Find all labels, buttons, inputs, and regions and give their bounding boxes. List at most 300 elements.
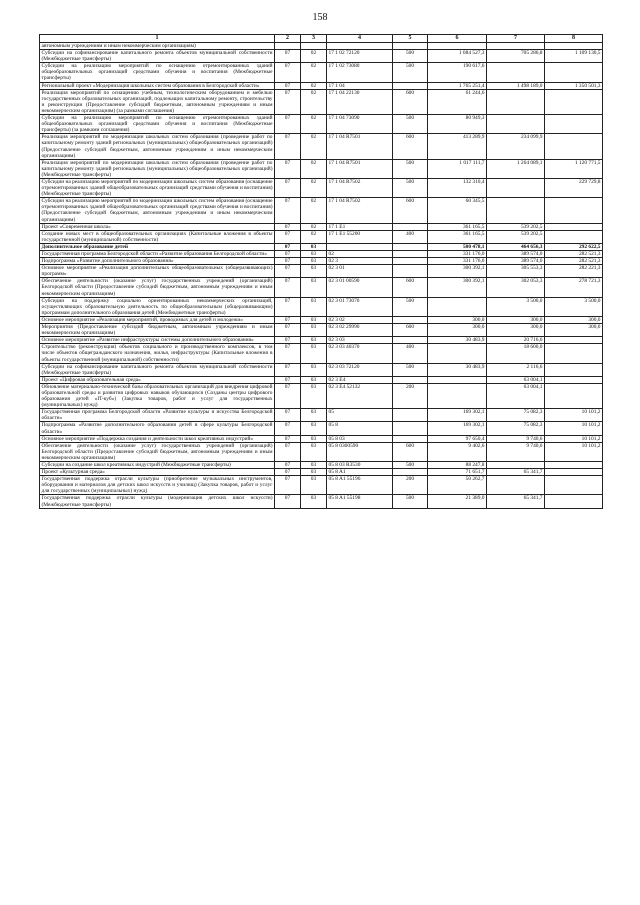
section-code-cell: 07: [275, 495, 301, 508]
expense-type-cell: 600: [393, 278, 428, 297]
amount-2026-cell: 278 721,3: [545, 278, 603, 297]
expense-type-cell: 600: [393, 89, 428, 114]
table-row: [40, 442, 603, 461]
table-row: [40, 297, 603, 316]
column-header: 6: [428, 35, 487, 43]
amount-2024-cell: 30 483,9: [428, 363, 487, 376]
amount-2025-cell: 65 341,7: [487, 495, 545, 508]
amount-2024-cell: [428, 383, 487, 408]
target-article-cell: 02 3 03 72120: [327, 363, 393, 376]
amount-2026-cell: [545, 337, 603, 344]
row-name-cell: Мероприятия (Предоставление субсидий бюджетным, автономным учреждениям и иным некоммерческим организациям): [41, 324, 273, 337]
section-code-cell: 07: [275, 363, 301, 376]
row-name-cell: Субсидии на софинансирование капитального ремонта объектов муниципальной собственности (Межбюджетные трансферты): [41, 363, 273, 376]
subsection-code-cell: 03: [301, 265, 327, 278]
target-article-cell: 05: [327, 409, 393, 422]
subsection-code-cell: 03: [301, 435, 327, 442]
section-code-cell: 07: [275, 251, 301, 258]
table-row: [40, 495, 603, 508]
target-article-cell: 05 8 03: [327, 435, 393, 442]
row-name-cell: Реализация мероприятий по оснащению учебным, технологическим оборудованием и мебелью государственных образовательных организаций, подлежащих капитальному ремонту, строительству и реконструкции (Предоставление субсидий бюджетным, автономным учреждениям и иным некоммерческим организациям) (за рамками соглашения): [41, 89, 273, 114]
target-article-cell: 05 8 0300590: [327, 442, 393, 461]
amount-2025-cell: 705 286,8: [487, 50, 545, 63]
amount-2024-cell: 300 392,1: [428, 278, 487, 297]
table-row: [40, 134, 603, 159]
section-code-cell: 07: [275, 134, 301, 159]
section-code-cell: 07: [275, 89, 301, 114]
row-name-cell: Субсидии на создание школ креативных индустрий (Межбюджетные трансферты): [40, 462, 275, 469]
amount-2025-cell: 2 116,6: [487, 363, 545, 376]
amount-2024-cell: 300,0: [428, 324, 487, 337]
subsection-code-cell: 02: [301, 82, 327, 89]
amount-2026-cell: 3 500,0: [545, 297, 603, 316]
target-article-cell: 17 1 04 73090: [327, 115, 393, 134]
amount-2025-cell: 300,0: [487, 324, 545, 337]
column-header: 1: [40, 35, 275, 43]
amount-2024-cell: 300 392,1: [428, 265, 487, 278]
subsection-code-cell: 02: [301, 63, 327, 82]
expense-type-cell: 400: [393, 230, 428, 243]
row-name-cell: Субсидии на реализацию мероприятий по оснащению отремонтированных зданий общеобразовательных организаций средствами обучения и воспитания (Межбюджетные трансферты): [41, 63, 273, 82]
subsection-code-cell: 03: [301, 442, 327, 461]
amount-2024-cell: 60 345,5: [428, 198, 487, 223]
target-article-cell: 02 3 E4: [327, 376, 393, 383]
subsection-code-cell: 03: [301, 462, 327, 469]
section-code-cell: 07: [275, 383, 301, 408]
section-code-cell: 07: [275, 409, 301, 422]
expense-type-cell: [393, 43, 428, 50]
amount-2024-cell: 169 302,1: [428, 422, 487, 435]
amount-2024-cell: 21 389,0: [428, 495, 487, 508]
subsection-code-cell: 03: [301, 316, 327, 323]
section-code-cell: 07: [275, 337, 301, 344]
amount-2025-cell: 63 004,1: [487, 383, 545, 408]
amount-2024-cell: 1 017 111,7: [428, 159, 487, 178]
amount-2025-cell: 1 264 089,1: [487, 159, 545, 178]
amount-2025-cell: 464 656,3: [487, 243, 545, 250]
section-code-cell: 07: [275, 198, 301, 223]
expense-type-cell: [393, 316, 428, 323]
table-row: [40, 476, 603, 495]
target-article-cell: [327, 43, 393, 50]
section-code-cell: [275, 43, 301, 50]
amount-2024-cell: [428, 344, 487, 363]
subsection-code-cell: 03: [301, 376, 327, 383]
subsection-code-cell: 03: [301, 297, 327, 316]
subsection-code-cell: 02: [301, 178, 327, 197]
amount-2025-cell: [487, 115, 545, 134]
section-code-cell: 07: [275, 422, 301, 435]
subsection-code-cell: 03: [301, 251, 327, 258]
amount-2026-cell: [545, 469, 603, 476]
amount-2024-cell: 361 165,5: [428, 230, 487, 243]
amount-2025-cell: [487, 476, 545, 495]
amount-2026-cell: 292 622,5: [545, 243, 603, 250]
subsection-code-cell: 03: [301, 363, 327, 376]
amount-2025-cell: [487, 63, 545, 82]
expense-type-cell: [393, 376, 428, 383]
subsection-code-cell: 03: [301, 278, 327, 297]
amount-2026-cell: [545, 376, 603, 383]
amount-2026-cell: [545, 223, 603, 230]
amount-2026-cell: [545, 43, 603, 50]
section-code-cell: 07: [275, 469, 301, 476]
row-name-cell: Подпрограмма «Развитие дополнительного образования»: [40, 258, 275, 265]
target-article-cell: 02 3 01: [327, 265, 393, 278]
amount-2025-cell: 75 082,3: [487, 422, 545, 435]
row-name-cell: Государственная поддержка отрасли культуры (приобретение музыкальных инструментов, оборудования и материалов для детских школ искусств и училищ) (Закупка товаров, работ и услуг для государственных (муниципальных) нужд): [41, 476, 273, 495]
table-row: [40, 422, 603, 435]
row-name-cell: Основное мероприятие «Поддержка создания и деятельности школ креативных индустрий»: [40, 435, 275, 442]
amount-2024-cell: 190 617,6: [428, 63, 487, 82]
amount-2025-cell: 75 082,3: [487, 409, 545, 422]
section-code-cell: 07: [275, 476, 301, 495]
table-row: [40, 159, 603, 178]
subsection-code-cell: 02: [301, 159, 327, 178]
expense-type-cell: [393, 258, 428, 265]
section-code-cell: 07: [275, 376, 301, 383]
row-name-cell: Реализация мероприятий по модернизации школьных систем образования (проведение работ по капитальному ремонту зданий региональных (муниципальных) общеобразовательных организаций) (Межбюджетные трансферты): [41, 159, 273, 178]
table-row: [40, 43, 603, 50]
section-code-cell: 07: [275, 243, 301, 250]
amount-2024-cell: [428, 376, 487, 383]
amount-2026-cell: [545, 89, 603, 114]
target-article-cell: 05 8 A1 55196: [327, 476, 393, 495]
section-code-cell: 07: [275, 316, 301, 323]
target-article-cell: 02 3 02 29990: [327, 324, 393, 337]
expense-type-cell: [393, 223, 428, 230]
table-row: [40, 278, 603, 297]
expense-type-cell: 600: [393, 134, 428, 159]
amount-2025-cell: [487, 89, 545, 114]
expense-type-cell: 500: [393, 63, 428, 82]
section-code-cell: 07: [275, 462, 301, 469]
amount-2025-cell: 20 716,6: [487, 337, 545, 344]
amount-2024-cell: 30 483,9: [428, 337, 487, 344]
amount-2024-cell: [428, 43, 487, 50]
expense-type-cell: [393, 435, 428, 442]
section-code-cell: 07: [275, 115, 301, 134]
subsection-code-cell: 02: [301, 50, 327, 63]
expense-type-cell: 500: [393, 115, 428, 134]
amount-2025-cell: 3 500,0: [487, 297, 545, 316]
section-code-cell: 07: [275, 178, 301, 197]
amount-2024-cell: 97 650,4: [428, 435, 487, 442]
amount-2024-cell: 88 247,8: [428, 462, 487, 469]
amount-2024-cell: 300,0: [428, 316, 487, 323]
table-row: [40, 223, 603, 230]
target-article-cell: 02 3: [327, 258, 393, 265]
section-code-cell: 07: [275, 50, 301, 63]
subsection-code-cell: 02: [301, 198, 327, 223]
amount-2025-cell: 63 004,1: [487, 376, 545, 383]
target-article-cell: 17 1 04 R7501: [327, 134, 393, 159]
target-article-cell: 17 1 E1 55200: [327, 230, 393, 243]
column-header: 2: [275, 35, 301, 43]
row-name-cell: Субсидии на реализацию мероприятий по оснащению отремонтированных зданий общеобразовательных организаций средствами обучения и воспитания (Межбюджетные трансферты) (за рамками соглашения): [41, 115, 273, 134]
section-code-cell: 07: [275, 344, 301, 363]
budget-table: [39, 34, 603, 509]
table-row: [40, 337, 603, 344]
table-row: [40, 324, 603, 337]
row-name-cell: Государственная поддержка отрасли культуры (модернизация детских школ искусств) (Межбюджетные трансферты): [41, 495, 273, 508]
subsection-code-cell: 03: [301, 258, 327, 265]
row-name-cell: Проект «Цифровая образовательная среда»: [40, 376, 275, 383]
header-row: [40, 35, 603, 43]
row-name-cell: Региональный проект «Модернизация школьных систем образования в Белгородской области»: [40, 82, 275, 89]
column-header: 8: [545, 35, 603, 43]
table-row: [40, 383, 603, 408]
amount-2024-cell: 71 651,7: [428, 469, 487, 476]
target-article-cell: 02 3 E4 52132: [327, 383, 393, 408]
amount-2025-cell: 389 574,0: [487, 258, 545, 265]
amount-2025-cell: [487, 198, 545, 223]
target-article-cell: 05 8: [327, 422, 393, 435]
expense-type-cell: 600: [393, 324, 428, 337]
section-code-cell: 07: [275, 442, 301, 461]
section-code-cell: 07: [275, 258, 301, 265]
section-code-cell: 07: [275, 230, 301, 243]
amount-2025-cell: 305 553,3: [487, 265, 545, 278]
target-article-cell: 02: [327, 251, 393, 258]
section-code-cell: 07: [275, 324, 301, 337]
amount-2026-cell: [545, 476, 603, 495]
subsection-code-cell: 03: [301, 469, 327, 476]
amount-2026-cell: 282 221,3: [545, 265, 603, 278]
amount-2024-cell: 50 262,7: [428, 476, 487, 495]
table-row: [40, 251, 603, 258]
table-row: [40, 265, 603, 278]
amount-2026-cell: [545, 462, 603, 469]
amount-2026-cell: [545, 115, 603, 134]
expense-type-cell: [393, 251, 428, 258]
target-article-cell: 05 8 A1 55198: [327, 495, 393, 508]
row-name-cell: Государственная программа Белгородской области «Развитие образования Белгородской области»: [40, 251, 275, 258]
target-article-cell: 02 3 01 73070: [327, 297, 393, 316]
subsection-code-cell: 03: [301, 495, 327, 508]
expense-type-cell: [393, 82, 428, 89]
row-name-cell: Субсидии на поддержку социально ориентированных некоммерческих организаций, осуществляющих образовательную деятельность по общеобразовательным (общеразвивающим) программам дополнительного образования детей (Межбюджетные трансферты): [41, 297, 273, 316]
amount-2024-cell: 1 765 251,4: [428, 82, 487, 89]
table-row: [40, 344, 603, 363]
target-article-cell: 02 3 03 40370: [327, 344, 393, 363]
row-name-cell: Основное мероприятие «Реализация мероприятий, проводимых для детей и молодежи»: [40, 316, 275, 323]
table-row: [40, 178, 603, 197]
amount-2026-cell: [545, 198, 603, 223]
table-row: [40, 243, 603, 250]
table-row: [40, 89, 603, 114]
subsection-code-cell: 02: [301, 134, 327, 159]
subsection-code-cell: 02: [301, 115, 327, 134]
amount-2025-cell: [487, 43, 545, 50]
expense-type-cell: [393, 337, 428, 344]
row-name-cell: Обеспечение деятельности (оказание услуг) государственных учреждений (организаций) Белгородской области (Предоставление субсидий бюджетным, автономным учреждениям и иным некоммерческим организациям): [41, 442, 273, 461]
expense-type-cell: [393, 265, 428, 278]
row-name-cell: Подпрограмма «Развитие дополнительного образования детей в сфере культуры Белгородской области»: [41, 422, 273, 435]
expense-type-cell: 500: [393, 50, 428, 63]
amount-2025-cell: [487, 462, 545, 469]
amount-2024-cell: 413 289,9: [428, 134, 487, 159]
expense-type-cell: [393, 409, 428, 422]
target-article-cell: 17 1 02 72120: [327, 50, 393, 63]
amount-2025-cell: 234 099,9: [487, 134, 545, 159]
expense-type-cell: 500: [393, 297, 428, 316]
row-name-cell: Дополнительное образование детей: [40, 243, 275, 250]
subsection-code-cell: 03: [301, 243, 327, 250]
amount-2024-cell: 80 949,3: [428, 115, 487, 134]
table-row: [40, 363, 603, 376]
amount-2026-cell: 10 101,2: [545, 409, 603, 422]
expense-type-cell: 600: [393, 442, 428, 461]
section-code-cell: 07: [275, 159, 301, 178]
table-row: [40, 82, 603, 89]
amount-2026-cell: [545, 495, 603, 508]
row-name-cell: Субсидии на реализацию мероприятий по модернизации школьных систем образования (оснащение отремонтированных зданий общеобразовательных организаций средствами обучения и воспитания) (Предоставление субсидий бюджетным, автономным учреждениям и иным некоммерческим организациям): [41, 198, 273, 223]
expense-type-cell: 500: [393, 495, 428, 508]
subsection-code-cell: 03: [301, 409, 327, 422]
amount-2025-cell: 302 053,3: [487, 278, 545, 297]
row-name-cell: Обновление материально-технической базы образовательных организаций для внедрения цифровой образовательной среды и развития цифровых навыков обучающихся (Созданы центры цифрового образования детей «IT-куб») (Закупка товаров, работ и услуг для государственных (муниципальных) нужд): [41, 383, 273, 409]
expense-type-cell: 500: [393, 462, 428, 469]
expense-type-cell: [393, 422, 428, 435]
row-name-cell: Основное мероприятие «Реализация дополнительных общеобразовательных (общеразвивающих) программ»: [41, 265, 273, 278]
amount-2024-cell: 1 084 527,3: [428, 50, 487, 63]
amount-2025-cell: 389 574,0: [487, 251, 545, 258]
amount-2025-cell: 539 202,5: [487, 230, 545, 243]
expense-type-cell: [393, 243, 428, 250]
page-number: 158: [312, 12, 328, 23]
amount-2025-cell: 1 498 189,0: [487, 82, 545, 89]
amount-2026-cell: 300,0: [545, 324, 603, 337]
target-article-cell: 17 1 E1: [327, 223, 393, 230]
table-row: [40, 469, 603, 476]
amount-2026-cell: 10 101,2: [545, 442, 603, 461]
table-row: [40, 198, 603, 223]
amount-2024-cell: 331 176,0: [428, 251, 487, 258]
row-name-cell: автономным учреждениям и иным некоммерческим организациям): [40, 43, 275, 50]
table-row: [40, 50, 603, 63]
table-row: [40, 462, 603, 469]
table-row: [40, 376, 603, 383]
amount-2024-cell: 361 165,5: [428, 223, 487, 230]
target-article-cell: 17 1 04: [327, 82, 393, 89]
section-code-cell: 07: [275, 223, 301, 230]
subsection-code-cell: 03: [301, 324, 327, 337]
amount-2026-cell: [545, 363, 603, 376]
target-article-cell: 02 3 01 00590: [327, 278, 393, 297]
amount-2024-cell: 500 478,1: [428, 243, 487, 250]
row-name-cell: Строительство (реконструкция) объектов социального и производственного комплексов, в том числе объектов общегражданского назначения, жилья, инфраструктуры (Капитальные вложения в объекты государственной (муниципальной) собственности): [41, 344, 273, 363]
subsection-code-cell: 03: [301, 337, 327, 344]
amount-2024-cell: 61 244,6: [428, 89, 487, 114]
expense-type-cell: 600: [393, 198, 428, 223]
subsection-code-cell: [301, 43, 327, 50]
amount-2025-cell: [487, 178, 545, 197]
subsection-code-cell: 02: [301, 89, 327, 114]
subsection-code-cell: 02: [301, 230, 327, 243]
amount-2026-cell: [545, 383, 603, 408]
amount-2025-cell: 539 202,5: [487, 223, 545, 230]
target-article-cell: 17 1 04 R7502: [327, 178, 393, 197]
amount-2026-cell: [545, 230, 603, 243]
target-article-cell: 17 1 04 R7502: [327, 198, 393, 223]
amount-2026-cell: 1 120 771,5: [545, 159, 603, 178]
amount-2026-cell: 282 521,3: [545, 251, 603, 258]
expense-type-cell: 500: [393, 363, 428, 376]
table-row: [40, 63, 603, 82]
amount-2024-cell: [428, 297, 487, 316]
row-name-cell: Реализация мероприятий по модернизации школьных систем образования (проведение работ по капитальному ремонту зданий региональных (муниципальных) общеобразовательных организаций) (Предоставление субсидий бюджетным, автономным учреждениям и иным некоммерческим организациям): [41, 134, 273, 159]
expense-type-cell: 200: [393, 383, 428, 408]
target-article-cell: 17 1 04 R7501: [327, 159, 393, 178]
target-article-cell: 05 8 A1: [327, 469, 393, 476]
section-code-cell: 07: [275, 63, 301, 82]
subsection-code-cell: 03: [301, 344, 327, 363]
table-row: [40, 230, 603, 243]
amount-2025-cell: 18 600,0: [487, 344, 545, 363]
amount-2026-cell: 1 350 501,3: [545, 82, 603, 89]
table-row: [40, 435, 603, 442]
row-name-cell: Проект «Культурная среда»: [40, 469, 275, 476]
section-code-cell: 07: [275, 297, 301, 316]
column-header: 4: [327, 35, 393, 43]
row-name-cell: Основное мероприятие «Развитие инфраструктуры системы дополнительного образования»: [40, 337, 275, 344]
amount-2024-cell: 169 302,1: [428, 409, 487, 422]
amount-2026-cell: 300,0: [545, 316, 603, 323]
amount-2026-cell: [545, 344, 603, 363]
amount-2024-cell: 331 176,0: [428, 258, 487, 265]
table-row: [40, 316, 603, 323]
subsection-code-cell: 03: [301, 383, 327, 408]
expense-type-cell: 500: [393, 159, 428, 178]
amount-2025-cell: 300,0: [487, 316, 545, 323]
expense-type-cell: 500: [393, 178, 428, 197]
amount-2026-cell: [545, 63, 603, 82]
amount-2026-cell: 282 521,3: [545, 258, 603, 265]
section-code-cell: 07: [275, 435, 301, 442]
expense-type-cell: 200: [393, 476, 428, 495]
target-article-cell: 05 8 03 R3530: [327, 462, 393, 469]
table-row: [40, 258, 603, 265]
row-name-cell: Проект «Современная школа»: [40, 223, 275, 230]
row-name-cell: Субсидии на софинансирование капитального ремонта объектов муниципальной собственности (Межбюджетные трансферты): [41, 50, 273, 63]
column-header: 3: [301, 35, 327, 43]
amount-2026-cell: 10 101,2: [545, 435, 603, 442]
target-article-cell: 02 3 03: [327, 337, 393, 344]
column-header: 7: [487, 35, 545, 43]
target-article-cell: 02 3 02: [327, 316, 393, 323]
amount-2024-cell: 132 310,4: [428, 178, 487, 197]
row-name-cell: Субсидии на реализацию мероприятий по модернизации школьных систем образования (оснащение отремонтированных зданий общеобразовательных организаций средствами обучения и воспитания) (Межбюджетные трансферты): [41, 178, 273, 198]
section-code-cell: 07: [275, 278, 301, 297]
section-code-cell: 07: [275, 265, 301, 278]
subsection-code-cell: 03: [301, 476, 327, 495]
subsection-code-cell: 03: [301, 422, 327, 435]
expense-type-cell: [393, 469, 428, 476]
amount-2026-cell: 10 101,2: [545, 422, 603, 435]
target-article-cell: 17 1 02 73080: [327, 63, 393, 82]
amount-2025-cell: 9 740,6: [487, 435, 545, 442]
row-name-cell: Обеспечение деятельности (оказание услуг) государственных учреждений (организаций) Белгородской области (Предоставление субсидий бюджетным, автономным учреждениям и иным некоммерческим организациям): [41, 278, 273, 297]
section-code-cell: 07: [275, 82, 301, 89]
row-name-cell: Государственная программа Белгородской области «Развитие культуры и искусства Белгородской области»: [41, 409, 273, 422]
target-article-cell: 17 1 04 22130: [327, 89, 393, 114]
column-header: 5: [393, 35, 428, 43]
amount-2024-cell: 9 402,6: [428, 442, 487, 461]
amount-2026-cell: [545, 134, 603, 159]
table-row: [40, 115, 603, 134]
table-row: [40, 409, 603, 422]
